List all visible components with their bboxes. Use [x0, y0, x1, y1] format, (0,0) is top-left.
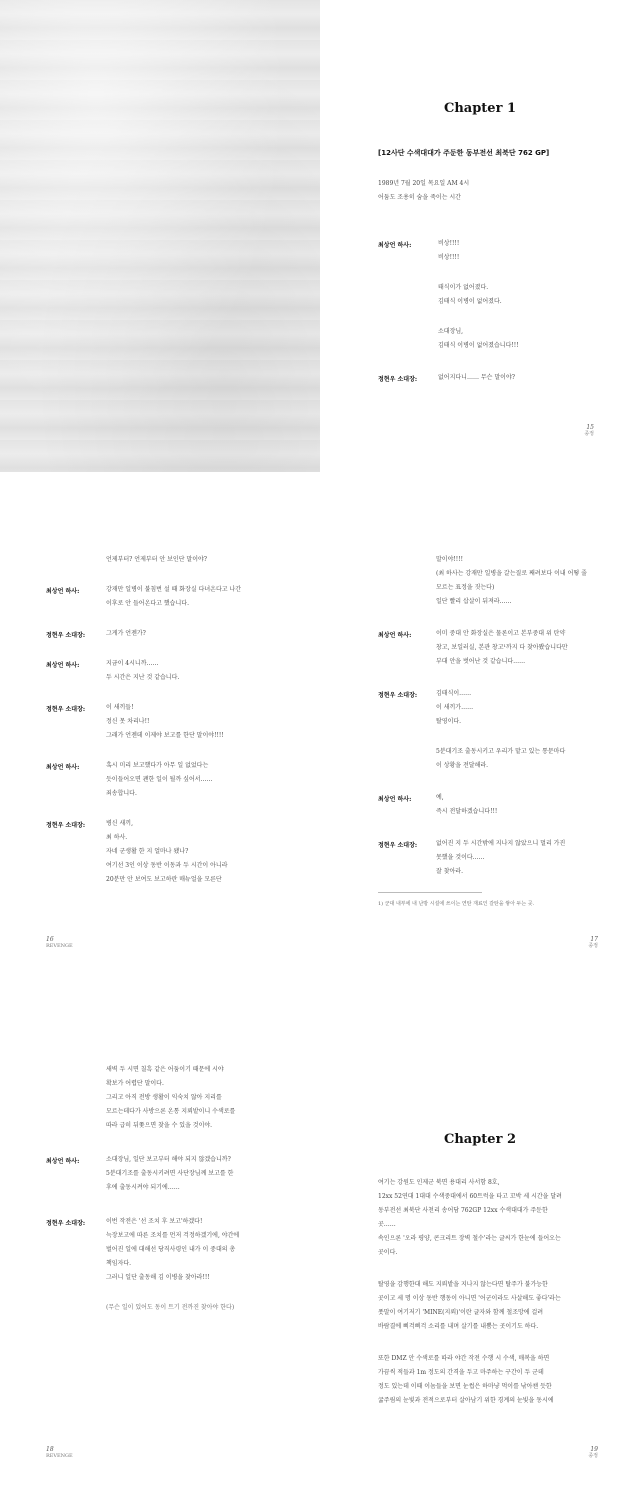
dialogue-line: 그리고 아직 전방 생활이 익숙치 않아 지리를 [106, 1094, 222, 1101]
dialogue-line: 비상!!!! [438, 240, 460, 247]
setting-line: 1989년 7월 20일 목요일 AM 4시 [378, 180, 470, 187]
dialogue-line: 확보가 어렵단 말이다. [106, 1080, 164, 1087]
speaker-label: 정현우 소대장: [46, 822, 86, 829]
page-number: 18 [46, 1446, 54, 1453]
body-line: 또한 DMZ 안 수색로를 따라 야간 작전 수행 시 수색, 매복을 하면 [378, 1355, 550, 1362]
page-folio [584, 424, 594, 438]
body-line: 바람결에 삐걱삐걱 소리를 내며 살기를 내뿜는 곳이기도 하다. [378, 1323, 539, 1330]
dialogue-line: 탈영이다. [436, 718, 462, 725]
page-15 [320, 0, 640, 500]
page-folio [588, 1446, 598, 1460]
body-line: 곳이고 세 명 이상 동반 행동이 아니면 '어군이라도 사살해도 좋다'라는 [378, 1295, 561, 1302]
speaker-label: 정현우 소대장: [378, 842, 418, 849]
speaker-label: 최상언 하사: [46, 662, 80, 669]
chapter-title: Chapter 1 [443, 101, 516, 116]
dialogue-line: 이 상황을 전달해라. [436, 762, 489, 769]
dialogue-line: 태식이가 없어졌다. [438, 284, 489, 291]
dialogue-line: 모르는 표정을 짓는다) [436, 584, 495, 591]
dialogue-line: 모르는데다가 사방으론 온통 지뢰밭이니 수색로를 [106, 1108, 236, 1115]
spread-2 [0, 500, 640, 1000]
running-footer: 종정 [584, 431, 594, 437]
stage-direction: (무슨 일이 있어도 동이 트기 전까진 찾아야 한다) [106, 1304, 235, 1311]
dialogue-line: 이후로 안 들어온다고 했습니다. [106, 600, 189, 607]
dialogue-line: 비상!!!! [438, 254, 460, 261]
location-heading: [12사단 수색대대가 주둔한 동부전선 최북단 762 GP] [378, 149, 550, 157]
body-line: 곳…… [378, 1221, 396, 1228]
dialogue-line: 예, [436, 794, 444, 801]
dialogue-line: 말이야!!!! [436, 556, 464, 563]
body-line: 폿말이 여기저기 'MINE(지뢰)'이란 글자와 함께 철조망에 걸려 [378, 1309, 544, 1316]
body-line: 정도 있는데 이때 이놈들을 보면 눈썹은 하마냥 먹이를 낚아챈 듯한 [378, 1383, 552, 1390]
speaker-label: 최상언 하사: [378, 242, 412, 249]
dialogue-line: 20분만 안 보여도 보고하란 매뉴얼을 모른단 [106, 876, 222, 883]
dialogue-line: 후에 출동시켜야 되기에…… [106, 1184, 180, 1191]
page-18 [0, 1000, 320, 1500]
page-folio [46, 936, 73, 950]
speaker-label: 최상언 하사: [46, 1158, 80, 1165]
dialogue-line: 그러니 일단 출동해 김 이병을 찾아라!!! [106, 1274, 210, 1281]
body-line: 곳이다. [378, 1249, 398, 1256]
dialogue-line: 최 하사. [106, 834, 128, 841]
dialogue-line: 이 새끼가…… [436, 704, 474, 711]
speaker-label: 정현우 소대장: [378, 376, 418, 383]
page-number: 16 [46, 936, 54, 943]
body-line: 탈영을 감행한대 해도 지뢰밭을 지나지 않는다면 탈주가 불가능한 [378, 1281, 548, 1288]
page-number: 19 [590, 1446, 598, 1453]
dialogue-line: 언제부터? 언제부터 안 보인단 말이야? [106, 556, 208, 563]
dialogue-line: 이미 중대 안 화장실은 물론이고 본부중대 위 탄약 [436, 630, 566, 637]
dialogue-line: 못했을 것이다…… [436, 854, 485, 861]
dialogue-line: 없어지다니…… 무슨 말이야? [438, 374, 515, 381]
speaker-label: 정현우 소대장: [46, 1220, 86, 1227]
body-line: 속인으론 '오라 평양, 콘크리트 장벽 철수'라는 글씨가 한눈에 들어오는 [378, 1235, 561, 1242]
dialogue-line: 여기선 3인 이상 동반 이동과 두 시간이 아니라 [106, 862, 228, 869]
page-19 [320, 1000, 640, 1500]
dialogue-line: 혹시 미리 보고했다가 아무 일 없었다는 [106, 762, 209, 769]
dialogue-line: 이 새끼들! [106, 704, 134, 711]
running-footer: 종정 [588, 1453, 598, 1459]
body-line: 여기는 강원도 인제군 북면 용대리 사서함 8호, [378, 1179, 500, 1186]
speaker-label: 정현우 소대장: [46, 632, 86, 639]
dialogue-line: 김태식이…… [436, 690, 472, 697]
dialogue-line: 죄송합니다. [106, 790, 137, 797]
dialogue-line: 그게가 언젠가? [106, 630, 146, 637]
body-line: 가끔씩 적들과 1m 정도의 간격을 두고 마주하는 구간이 두 군데 [378, 1369, 544, 1376]
dialogue-line: 책임자다. [106, 1260, 132, 1267]
dialogue-line: 이번 작전은 '선 조치 후 보고'하겠다! [106, 1218, 203, 1225]
speaker-label: 최상언 하사: [378, 632, 412, 639]
body-line: 굶주림의 눈빛과 전적으로부터 살아남기 위한 경계의 눈빛을 동시에 [378, 1397, 554, 1404]
page-folio [46, 1446, 73, 1460]
dialogue-line: 늑장보고에 따른 조치를 먼저 걱정하겠기에, 야간에 [106, 1232, 240, 1239]
dialogue-line: 5분대기조 출동시키고 우리가 맡고 있는 통문마다 [436, 748, 566, 755]
speaker-label: 최상언 하사: [378, 796, 412, 803]
dialogue-line: 잘 찾아라. [436, 868, 463, 875]
page-number: 15 [586, 424, 594, 431]
body-line: 12xx 52연대 1대대 수색중대에서 60트럭을 타고 꼬박 세 시간을 달려 [378, 1193, 562, 1200]
dialogue-line: 강재만 일병이 불침번 설 때 화장실 다녀온다고 나간 [106, 586, 242, 593]
dialogue-line: 창고, 보일러실, 본관 창고¹까지 다 찾아봤습니다만 [436, 644, 568, 651]
watercolor-texture-image [0, 0, 320, 472]
dialogue-line: 5분대기조를 출동시키려면 사단장님께 보고를 한 [106, 1170, 234, 1177]
footnote: 1) 군대 내부에 내 난방 시설에 쓰이는 연탄 재료인 갈탄을 쌓아 두는 곳. [378, 901, 535, 907]
page-16 [0, 500, 320, 1000]
dialogue-line: 소대장님, [438, 328, 464, 335]
dialogue-line: 지금이 4시니까…… [106, 660, 159, 667]
dialogue-line: 없어진 지 두 시간밖에 지나지 않았으니 멀리 가진 [436, 840, 566, 847]
speaker-label: 최상언 하사: [46, 588, 80, 595]
dialogue-line: 일단 빨리 삽살이 뒤져라…… [436, 598, 512, 605]
footnote-divider [378, 892, 482, 893]
dialogue-line: 김태식 이병이 없어졌습니다!!! [438, 342, 519, 349]
running-footer: 종정 [588, 943, 598, 949]
page-number: 17 [590, 936, 598, 943]
speaker-label: 정현우 소대장: [46, 706, 86, 713]
dialogue-line: 김태식 이병이 없어졌다. [438, 298, 502, 305]
dialogue-line: 즉시 전달하겠습니다!!! [436, 808, 498, 815]
dialogue-line: 벌어진 일에 대해선 당직사령인 내가 이 중대의 총 [106, 1246, 236, 1253]
page-17 [320, 500, 640, 1000]
dialogue-line: 그래가 언젠데 이제야 보고를 한단 말이야!!!! [106, 732, 224, 739]
dialogue-line: 부대 안을 벗어난 것 같습니다…… [436, 658, 526, 665]
dialogue-line: 소대장님, 일단 보고부터 해야 되지 않겠습니까? [106, 1156, 231, 1163]
chapter-title: Chapter 2 [443, 1132, 516, 1147]
speaker-label: 정현우 소대장: [378, 692, 418, 699]
dialogue-line: 두 시간은 지난 것 같습니다. [106, 674, 180, 681]
dialogue-line: 정신 못 차리나!! [106, 718, 150, 725]
dialogue-line: 병신 새끼, [106, 820, 133, 827]
running-footer: REVENGE [46, 1453, 73, 1459]
body-line: 동부전선 최북단 사천리 송어담 762GP 12xx 수색대대가 주둔한 [378, 1207, 548, 1214]
dialogue-line: 듯이들어오면 괜한 일이 될까 싶어서…… [106, 776, 213, 783]
speaker-label: 최상언 하사: [46, 764, 80, 771]
spread-1 [0, 0, 640, 500]
setting-line: 어둠도 조용히 숨을 죽이는 시간 [378, 194, 461, 201]
dialogue-line: 따라 급히 뒤쫓으면 찾을 수 있을 것이야. [106, 1122, 213, 1129]
dialogue-line: (최 하사는 강재만 일병을 갈는질로 째려보다 이내 어떻 줄 [436, 570, 587, 577]
page-folio [588, 936, 598, 950]
dialogue-line: 자네 군생활 한 지 얼마나 됐나? [106, 848, 189, 855]
running-footer: REVENGE [46, 943, 73, 949]
spread-3 [0, 1000, 640, 1500]
page-14 [0, 0, 320, 500]
dialogue-line: 새벽 두 시면 칠흑 같은 어둠이기 때문에 시야 [106, 1066, 224, 1073]
